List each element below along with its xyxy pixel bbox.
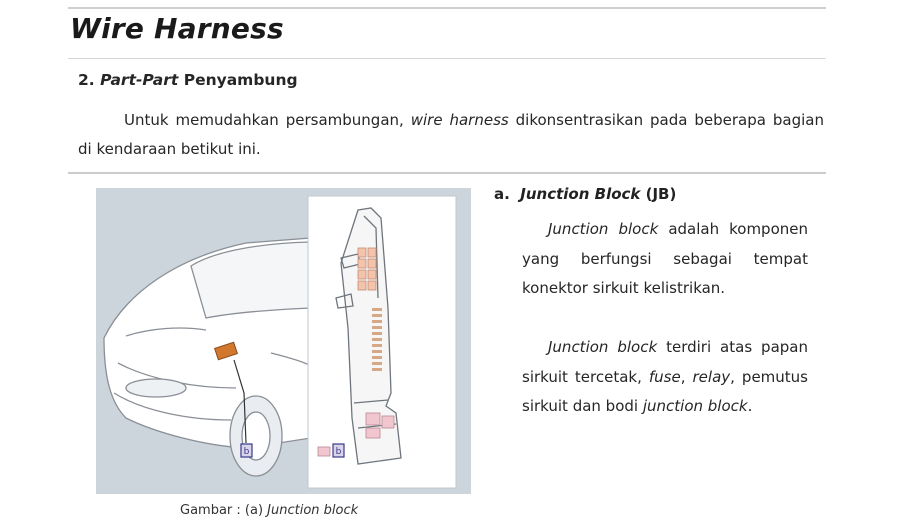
para2-relay: relay	[692, 367, 731, 386]
top-rule	[68, 7, 826, 9]
para2-italic: Junction block	[548, 338, 658, 356]
intro-text-after: dikonsentrasikan pada beberapa bagian di kendaraan betikut ini.	[78, 111, 824, 158]
title-rule	[68, 58, 826, 59]
caption-italic: Junction block	[267, 503, 359, 518]
para2-end: .	[747, 397, 753, 415]
intro-text-before: Untuk memudahkan persambungan,	[124, 111, 404, 129]
para2-junction-block: junction block	[642, 397, 748, 415]
marker-car-label: b	[243, 447, 250, 457]
item-paragraph-1	[522, 215, 808, 304]
para2-text-b: , pemutus sirkuit dan bodi	[522, 367, 808, 415]
item-paragraph-2	[522, 333, 808, 422]
section-title-italic: Part-Part	[100, 71, 179, 89]
section-heading	[78, 71, 298, 89]
marker-block-label: b	[335, 447, 342, 457]
item-heading	[494, 185, 676, 203]
junction-block-figure	[96, 188, 471, 494]
item-title-rest: (JB)	[645, 185, 677, 203]
para2-comma: ,	[680, 367, 686, 386]
car-drawing	[104, 238, 311, 476]
figure-caption	[180, 503, 358, 518]
section-number: 2.	[78, 71, 95, 89]
document-title: Wire Harness	[70, 12, 284, 45]
item-letter: a.	[494, 185, 510, 203]
para1-italic: Junction block	[548, 220, 659, 238]
para1-rest: adalah komponen yang berfungsi sebagai tempat konektor sirkuit kelistrikan.	[522, 220, 808, 297]
item-title-italic: Junction Block	[520, 185, 641, 203]
section-rule	[68, 172, 826, 174]
section-title-rest: Penyambung	[183, 71, 298, 89]
intro-text-italic: wire harness	[410, 111, 509, 129]
para2-fuse: fuse	[648, 367, 681, 386]
para2-text-a: terdiri atas papan sirkuit tercetak,	[522, 338, 808, 386]
car-junction-block-illustration	[96, 188, 471, 494]
intro-paragraph	[78, 106, 824, 164]
relay-sample	[318, 447, 330, 456]
caption-prefix: Gambar : (a)	[180, 503, 264, 518]
